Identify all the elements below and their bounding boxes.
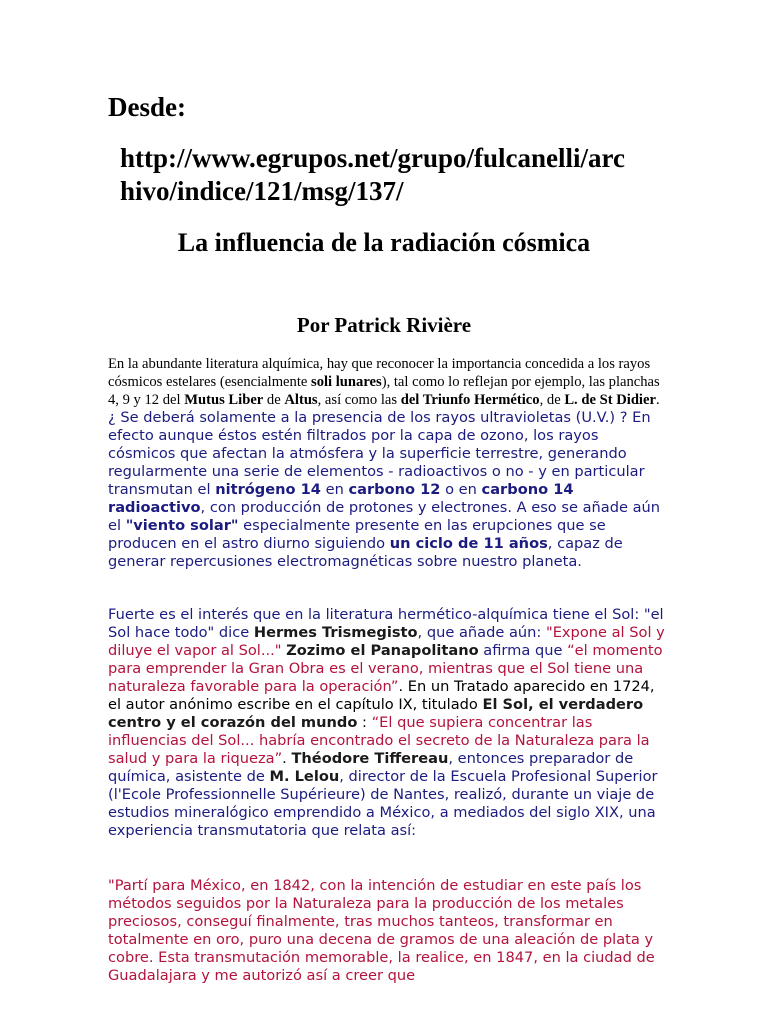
source-url: http://www.egrupos.net/grupo/fulcanelli/arc hivo/indice/121/msg/137/ — [120, 143, 626, 206]
p2-s8: , entonces preparador de química, asistente de — [108, 750, 634, 785]
p2-b3: El Sol, el verdadero centro y el corazón del mundo — [108, 696, 644, 731]
p2-q2: “el momento para emprender la Gran Obra es el verano, mientras que el Sol tiene una naturaleza favorable para la operación” — [108, 642, 663, 695]
p1-sans-text — [108, 409, 660, 570]
p2-s5: . En un Tratado aparecido en 1724, el autor anónimo escribe en el capítulo IX, titulado — [108, 678, 655, 713]
p1-b6: nitrógeno 14 — [215, 481, 321, 498]
p2-q3: “El que supiera concentrar las influencias del Sol... habría encontrado el secreto de la Naturaleza para la salud y para la riqueza” — [108, 714, 650, 767]
article-byline: Por Patrick Rivière — [296, 313, 472, 337]
p1-b10: un ciclo de 11 años — [389, 535, 548, 552]
p2-b5: M. Lelou — [269, 768, 340, 785]
p1-s7: ¿ Se deberá solamente a la presencia de los rayos ultravioletas (U.V.) ? En efecto aunque éstos estén filtrados por la capa de ozono, los rayos cósmicos que afectan la atmósfera y la superficie terrestre, generando regularmente una serie de elementos - radioactivos o no - y en particular transmutan el — [108, 409, 651, 498]
p2-q1: "Expone al Sol y diluye el vapor al Sol..." — [108, 624, 665, 659]
p2-b2: Zozimo el Panapolitano — [286, 642, 479, 659]
p1-text — [108, 356, 660, 408]
p1-s2: ), tal como lo reflejan por ejemplo, las planchas 4, 9 y 12 del — [108, 374, 660, 408]
paragraph-1 — [108, 355, 668, 571]
p1-s9: o en — [440, 481, 482, 498]
p1-b3: Altus — [284, 392, 318, 408]
p1-s5: , de — [539, 392, 565, 408]
p1-s12: , capaz de generar repercusiones electromagnéticas sobre nuestro planeta. — [108, 535, 623, 570]
p2-s4: afirma que — [478, 642, 568, 659]
p2-b1: Hermes Trismegisto — [253, 624, 418, 641]
source-label: Desde: — [108, 92, 186, 122]
paragraph-2 — [108, 606, 668, 840]
p2-s1: Fuerte es el interés que en la literatura hermético-alquímica tiene el Sol: "el Sol hace todo" dice — [108, 606, 664, 641]
p1-b5: L. de St Didier — [564, 392, 656, 408]
p1-b2: Mutus Liber — [184, 392, 264, 408]
article-title: La influencia de la radiación cósmica — [177, 228, 591, 257]
p1-s10: , con producción de protones y electrones. A eso se añade aún el — [108, 499, 661, 534]
p1-s4: , así como las — [317, 392, 401, 408]
paragraph-3 — [108, 877, 668, 985]
p3-q1: "Partí para México, en 1842, con la intención de estudiar en este país los métodos seguidos por la Naturaleza para la producción de los metales preciosos, conseguí finalmente, tras muchos tanteos, transformar en totalmente en oro, puro una decena de gramos de una aleación de plata y cobre. Esta transmutación memorable, la realice, en 1847, en la ciudad de Guadalajara y me autorizó así a creer que — [108, 877, 655, 984]
p2-b4: Théodore Tiffereau — [291, 750, 449, 767]
p1-b7: carbono 12 — [348, 481, 441, 498]
p1-s1: En la abundante literatura alquímica, hay que reconocer la importancia concedida a los rayos cósmicos estelares (esencialmente — [108, 356, 651, 390]
p1-s11: especialmente presente en las erupciones que se producen en el astro diurno siguiendo — [108, 517, 606, 552]
p1-s3: de — [263, 392, 285, 408]
p2-s6: : — [357, 714, 372, 731]
p2-s9: , director de la Escuela Profesional Superior (l'Ecole Professionnelle Supérieure) de Nantes, realizó, durante un viaje de estudios mineralógico emprendido a México, a mediados del siglo XIX, una experiencia transmutatoria que relata así: — [108, 768, 658, 839]
p1-b9: "viento solar" — [125, 517, 239, 534]
p2-s2: , que añade aún: — [417, 624, 546, 641]
p1-b8: carbono 14 radioactivo — [108, 481, 574, 516]
p1-s8: en — [320, 481, 349, 498]
p1-s6: . — [655, 392, 660, 408]
p1-b1: soli lunares — [311, 374, 382, 390]
p1-b4: del Triunfo Hermético — [400, 392, 540, 408]
p2-s7: . — [282, 750, 292, 767]
